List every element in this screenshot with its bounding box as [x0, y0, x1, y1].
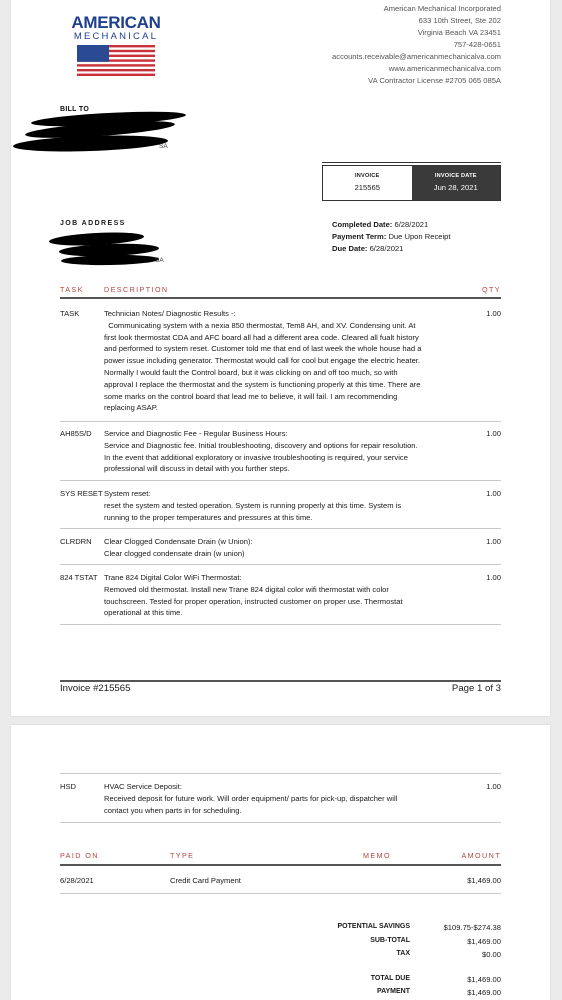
invoice-page-1: [11, 0, 550, 716]
item-code: SYS RESET: [60, 489, 103, 498]
column-header-qty: QTY: [482, 285, 501, 294]
row-divider: [60, 893, 501, 894]
payment-date: 6/28/2021: [60, 876, 94, 885]
item-title: Clear Clogged Condensate Drain (w Union):: [104, 537, 253, 546]
item-code: AH85S/D: [60, 429, 92, 438]
item-title: Technician Notes/ Diagnostic Results -:: [104, 309, 236, 318]
column-header-task: TASK: [60, 285, 84, 294]
summary-value: $1,469.00: [467, 988, 501, 997]
item-title: Trane 824 Digital Color WiFi Thermostat:: [104, 573, 242, 582]
row-divider: [60, 528, 501, 529]
invoice-number-cell: [323, 166, 412, 200]
invoice-number: 215565: [354, 183, 380, 192]
invoice-number-date-box: [322, 165, 501, 201]
invoice-terms: [332, 219, 451, 255]
payment-amount: $1,469.00: [467, 876, 501, 885]
header-divider: [60, 297, 501, 299]
company-street: 633 10th Street, Ste 202: [418, 16, 501, 25]
row-divider: [60, 564, 501, 565]
item-description: System reset: reset the system and tested operation. System is running properly at this time. System is running to the proper temperatures and pressures at this time.: [104, 488, 444, 523]
footer-invoice-number: Invoice #215565: [60, 683, 131, 694]
invoice-date-label: INVOICE DATE: [434, 173, 477, 179]
logo-word-american: AMERICAN: [71, 13, 161, 32]
item-qty: 1.00: [486, 489, 501, 498]
us-flag-icon: [77, 45, 155, 76]
row-divider: [60, 822, 501, 823]
summary-value: $1,469.00: [467, 937, 501, 946]
payment-term: Due Upon Receipt: [388, 232, 451, 241]
payments-header-divider: [60, 864, 501, 866]
summary-label: TAX: [396, 950, 410, 957]
summary-label: TOTAL DUE: [370, 975, 410, 982]
payment-type: Credit Card Payment: [170, 876, 241, 885]
company-city: Virginia Beach VA 23451: [417, 28, 501, 37]
job-address-label: JOB ADDRESS: [60, 220, 126, 227]
summary-value: $1,469.00: [467, 975, 501, 984]
column-header-memo: MEMO: [363, 851, 391, 860]
redaction-mark: [61, 254, 159, 266]
company-phone: 757-428-0651: [453, 40, 501, 49]
row-divider: [60, 480, 501, 481]
due-date: 6/28/2021: [369, 244, 404, 253]
item-description: Technician Notes/ Diagnostic Results -: Communicating system with a nexia 850 thermostat, Tem8 AH, and XV. Condensing unit. At first look thermostat CDA and AFC board all had a different area code. Cleared all fualt history and performed to system reset. Customer told me that end of last week the whole house had a power issue including generator. Thermostat would call for cool but engage the electric heater. Normally I would fault the Control board, but it was clicking on and off too much, so with approval I replace the thermostat and the system is functioning properly at this time. There are some marks on the control board that lead me to believe, it will fail. I am recommending replacing ASAP.: [104, 308, 444, 414]
item-code: TASK: [60, 309, 80, 318]
item-title: Service and Diagnostic Fee - Regular Business Hours:: [104, 429, 288, 438]
invoice-date-cell: [412, 166, 501, 200]
summary-label: POTENTIAL SAVINGS: [337, 923, 410, 930]
company-logo: [71, 14, 161, 76]
item-description: Clear Clogged Condensate Drain (w Union): Clear clogged condensate drain (w union): [104, 536, 444, 560]
item-qty: 1.00: [486, 309, 501, 318]
invoice-number-label: INVOICE: [355, 173, 380, 179]
column-header-amount: AMOUNT: [461, 851, 501, 860]
due-date-line: Due Date: 6/28/2021: [332, 244, 404, 253]
item-title: HVAC Service Deposit:: [104, 782, 182, 791]
company-address-block: [332, 3, 501, 87]
invoice-date: Jun 28, 2021: [433, 183, 478, 192]
summary-value: $0.00: [481, 950, 501, 959]
row-divider: [60, 624, 501, 625]
row-divider: [60, 773, 501, 774]
item-code: HSD: [60, 782, 77, 791]
column-header-type: TYPE: [170, 851, 195, 860]
job-address-country-suffix: SA: [155, 257, 164, 264]
item-code: CLRDRN: [60, 537, 92, 546]
summary-label: PAYMENT: [376, 988, 410, 995]
company-license: VA Contractor License #2705 065 085A: [368, 76, 501, 85]
completed-date-line: Completed Date: 6/28/2021: [332, 220, 429, 229]
column-header-paid-on: PAID ON: [60, 851, 99, 860]
bill-to-country-suffix: SA: [159, 143, 168, 150]
item-qty: 1.00: [486, 573, 501, 582]
item-qty: 1.00: [486, 429, 501, 438]
footer-page-number: Page 1 of 3: [451, 683, 501, 694]
item-title: System reset:: [104, 489, 151, 498]
payment-term-line: Payment Term: Due Upon Receipt: [332, 232, 451, 241]
company-name: American Mechanical Incorporated: [383, 4, 501, 13]
summary-label: SUB-TOTAL: [370, 937, 410, 944]
completed-date: 6/28/2021: [394, 220, 429, 229]
bill-to-label: BILL TO: [60, 106, 90, 113]
column-header-description: DESCRIPTION: [104, 285, 169, 294]
item-description: Trane 824 Digital Color WiFi Thermostat: Removed old thermostat. Install new Trane 824 digital color wifi thermostat with color touchscreen. Tested for proper operation, instructed customer on proper use. Thermostat operational at this time.: [104, 572, 444, 619]
row-divider: [60, 421, 501, 422]
company-website[interactable]: www.americanmechanicalva.com: [388, 64, 501, 73]
item-description: HVAC Service Deposit: Received deposit for future work. Will order equipment/ parts for pick-up, dispatcher will contact you when parts in for scheduling.: [104, 781, 444, 816]
logo-word-mechanical: MECHANICAL: [73, 31, 159, 42]
summary-value: $109.75-$274.38: [443, 923, 501, 932]
item-qty: 1.00: [486, 782, 501, 791]
footer-divider: [60, 680, 501, 682]
company-email[interactable]: accounts.receivable@americanmechanicalva.com: [332, 52, 501, 61]
invoice-page-2: [11, 725, 550, 1000]
item-description: Service and Diagnostic Fee - Regular Business Hours: Service and Diagnostic fee. Initial troubleshooting, discovery and options for repair resolution. In the event that additional exploratory or invasive troubleshooting is required, your service professional will discuss in detail with you further steps.: [104, 428, 444, 475]
item-qty: 1.00: [486, 537, 501, 546]
item-code: 824 TSTAT: [60, 573, 98, 582]
